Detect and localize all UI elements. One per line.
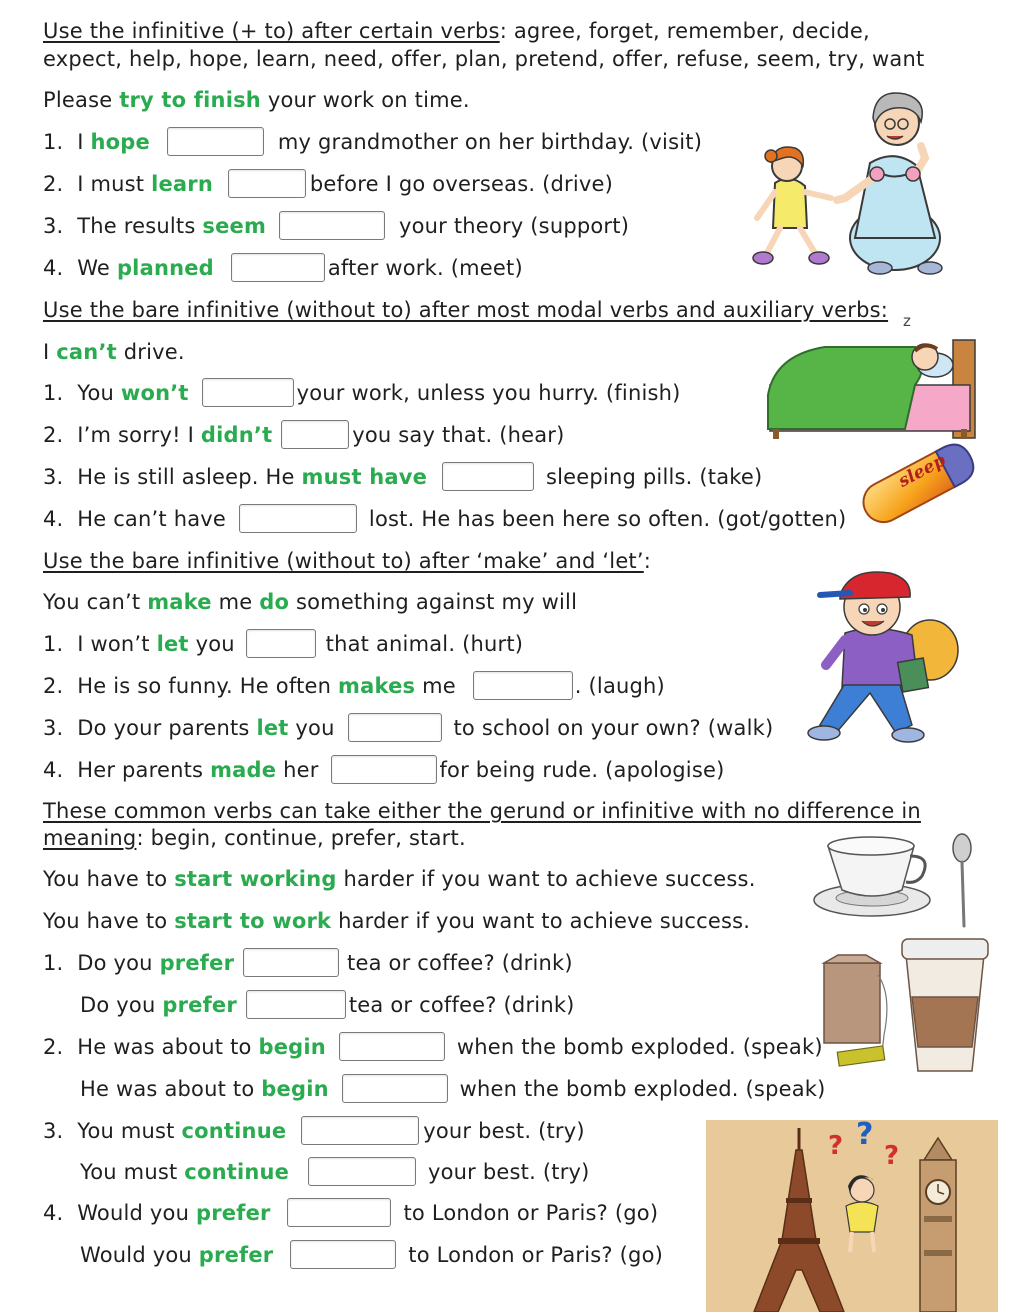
item-text: after work. (meet) [327, 256, 523, 280]
answer-input[interactable] [231, 253, 325, 282]
item-number: 4. [43, 256, 64, 280]
s4-item-3b [80, 1159, 590, 1186]
item-text: your theory (support) [398, 214, 630, 238]
section3-heading-underlined: Use the bare infinitive (without to) after ‘make’ and ‘let’ [43, 549, 644, 573]
section1-heading [43, 18, 870, 44]
s1-item-2 [43, 171, 613, 198]
example-verb: make [147, 590, 212, 614]
item-number: 1. [43, 951, 64, 975]
answer-input[interactable] [301, 1116, 419, 1145]
item-text: before I go overseas. (drive) [309, 172, 614, 196]
item-text: tea or coffee? (drink) [348, 993, 575, 1017]
answer-input[interactable] [246, 629, 316, 658]
item-number: 3. [43, 465, 64, 489]
example-text: You can’t [43, 590, 148, 614]
answer-input[interactable] [342, 1074, 448, 1103]
item-text: You must [80, 1160, 185, 1184]
item-text: me [415, 674, 456, 698]
answer-input[interactable] [308, 1157, 416, 1186]
s4-item-4b [80, 1242, 663, 1269]
answer-input[interactable] [239, 504, 357, 533]
question-mark-red-left: ? [828, 1131, 844, 1161]
item-text: lost. He has been here so often. (got/gotten) [368, 507, 847, 531]
item-number: 1. [43, 130, 64, 154]
item-verb: must have [301, 465, 428, 489]
example-text: harder if you want to achieve success. [331, 909, 751, 933]
item-text: when the bomb exploded. (speak) [459, 1077, 826, 1101]
s1-item-1 [43, 129, 702, 156]
item-number: 4. [43, 507, 64, 531]
item-text: you [188, 632, 235, 656]
item-text: her [276, 758, 319, 782]
item-text: you say that. (hear) [352, 423, 565, 447]
item-number: 2. [43, 423, 64, 447]
item-text: to London or Paris? (go) [408, 1243, 664, 1267]
item-verb: makes [338, 674, 416, 698]
answer-input[interactable] [339, 1032, 445, 1061]
section4-heading-line2 [43, 825, 466, 851]
example-verb: try to finish [119, 88, 261, 112]
example-text: drive. [116, 340, 185, 364]
item-verb: begin [258, 1035, 326, 1059]
teabag-coffee-illustration [820, 935, 995, 1075]
answer-input[interactable] [287, 1198, 391, 1227]
section1-heading-verbs: : agree, forget, remember, decide, [499, 19, 870, 43]
item-number: 4. [43, 758, 64, 782]
item-text: you [288, 716, 335, 740]
item-text: my grandmother on her birthday. (visit) [277, 130, 703, 154]
item-verb: prefer [198, 1243, 274, 1267]
item-text: I must [77, 172, 152, 196]
item-text: for being rude. (apologise) [439, 758, 725, 782]
s1-item-3 [43, 213, 629, 240]
question-mark-blue: ? [856, 1117, 874, 1152]
paris-london-illustration [706, 1117, 998, 1312]
answer-input[interactable] [290, 1240, 396, 1269]
item-number: 2. [43, 1035, 64, 1059]
item-text: He was about to [80, 1077, 262, 1101]
answer-input[interactable] [246, 990, 346, 1019]
example-verb: do [259, 590, 290, 614]
item-text: your work, unless you hurry. (finish) [296, 381, 681, 405]
example-verb: start to work [174, 909, 332, 933]
schoolboy-walking-illustration [800, 565, 970, 750]
item-text: tea or coffee? (drink) [347, 951, 573, 975]
s4-item-1b [80, 992, 575, 1019]
answer-input[interactable] [473, 671, 573, 700]
teacup-spoon-illustration [810, 830, 975, 930]
item-verb: begin [261, 1077, 329, 1101]
section3-example [43, 589, 577, 615]
item-text: I [77, 130, 91, 154]
section4-heading-meaning: meaning [43, 826, 137, 850]
sleeping-in-bed-illustration [765, 325, 980, 440]
item-text: You [77, 381, 121, 405]
s3-item-2 [43, 673, 665, 700]
section4-heading-verbs: : begin, continue, prefer, start. [136, 826, 466, 850]
question-mark-red-right: ? [884, 1141, 900, 1171]
section3-heading-colon: : [643, 549, 652, 573]
item-verb: continue [181, 1119, 287, 1143]
item-text: to London or Paris? (go) [403, 1201, 659, 1225]
item-number: 1. [43, 632, 64, 656]
item-text: He was about to [77, 1035, 259, 1059]
item-text: Do you [80, 993, 163, 1017]
s2-item-2 [43, 422, 565, 449]
item-text: The results [77, 214, 203, 238]
s1-item-4 [43, 255, 523, 282]
item-verb: prefer [159, 951, 235, 975]
grandmother-child-illustration [745, 88, 950, 278]
item-number: 4. [43, 1201, 64, 1225]
item-text: sleeping pills. (take) [545, 465, 763, 489]
item-number: 3. [43, 1119, 64, 1143]
item-text: Do your parents [77, 716, 257, 740]
section4-example-1 [43, 866, 756, 892]
item-text: your best. (try) [428, 1160, 590, 1184]
item-text: I won’t [77, 632, 157, 656]
section4-heading-line1: These common verbs can take either the gerund or infinitive with no difference in [43, 799, 921, 823]
s4-item-1a [43, 950, 573, 977]
s4-item-4a [43, 1200, 658, 1227]
item-text: You must [77, 1119, 182, 1143]
example-verb: can’t [56, 340, 117, 364]
item-text: to school on your own? (walk) [453, 716, 774, 740]
sleep-z-letter: z [903, 312, 912, 330]
section3-heading [43, 548, 651, 574]
item-text: I’m sorry! I [77, 423, 201, 447]
answer-input[interactable] [279, 211, 385, 240]
item-text: that animal. (hurt) [325, 632, 524, 656]
item-text: We [77, 256, 117, 280]
item-verb: hope [90, 130, 150, 154]
item-verb: continue [184, 1160, 290, 1184]
example-text: You have to [43, 909, 175, 933]
item-text: . (laugh) [574, 674, 665, 698]
example-verb: start working [174, 867, 337, 891]
section1-heading-line2: expect, help, hope, learn, need, offer, plan, pretend, offer, refuse, seem, try, want [43, 47, 925, 71]
example-text: your work on time. [260, 88, 470, 112]
sleep-pill-label: sleep [895, 450, 950, 492]
item-verb: prefer [162, 993, 237, 1017]
item-text: Would you [80, 1243, 199, 1267]
s4-item-2b [80, 1076, 826, 1103]
answer-input[interactable] [331, 755, 437, 784]
example-text: something against my will [289, 590, 578, 614]
item-text: He can’t have [77, 507, 227, 531]
example-text: harder if you want to achieve success. [336, 867, 756, 891]
s3-item-3 [43, 715, 773, 742]
item-verb: won’t [120, 381, 189, 405]
answer-input[interactable] [348, 713, 442, 742]
s3-item-4 [43, 757, 725, 784]
answer-input[interactable] [442, 462, 534, 491]
answer-input[interactable] [228, 169, 306, 198]
answer-input[interactable] [243, 948, 339, 977]
item-number: 3. [43, 214, 64, 238]
example-text: You have to [43, 867, 175, 891]
section4-example-2 [43, 908, 750, 934]
item-text: Would you [77, 1201, 196, 1225]
item-verb: didn’t [200, 423, 273, 447]
section2-example [43, 339, 185, 365]
item-text: Do you [77, 951, 160, 975]
section1-example [43, 87, 470, 113]
s2-item-1 [43, 380, 681, 407]
s2-item-4 [43, 506, 846, 533]
item-number: 2. [43, 172, 64, 196]
item-verb: let [156, 632, 189, 656]
item-verb: made [210, 758, 277, 782]
item-number: 3. [43, 716, 64, 740]
item-verb: learn [151, 172, 214, 196]
section2-heading: Use the bare infinitive (without to) after most modal verbs and auxiliary verbs: [43, 298, 889, 322]
example-text: Please [43, 88, 120, 112]
s2-item-3 [43, 464, 762, 491]
item-number: 1. [43, 381, 64, 405]
item-verb: planned [116, 256, 214, 280]
example-text: me [211, 590, 260, 614]
item-text: Her parents [77, 758, 211, 782]
answer-input[interactable] [167, 127, 264, 156]
s3-item-1 [43, 631, 523, 658]
item-text: He is so funny. He often [77, 674, 339, 698]
item-verb: seem [202, 214, 267, 238]
item-verb: prefer [196, 1201, 271, 1225]
item-verb: let [256, 716, 289, 740]
item-text: when the bomb exploded. (speak) [456, 1035, 823, 1059]
s4-item-3a [43, 1118, 585, 1145]
example-text: I [43, 340, 57, 364]
answer-input[interactable] [202, 378, 294, 407]
item-text: your best. (try) [423, 1119, 585, 1143]
answer-input[interactable] [281, 420, 349, 449]
s4-item-2a [43, 1034, 823, 1061]
section1-heading-underlined: Use the infinitive (+ to) after certain verbs [43, 19, 500, 43]
item-number: 2. [43, 674, 64, 698]
item-text: He is still asleep. He [77, 465, 302, 489]
